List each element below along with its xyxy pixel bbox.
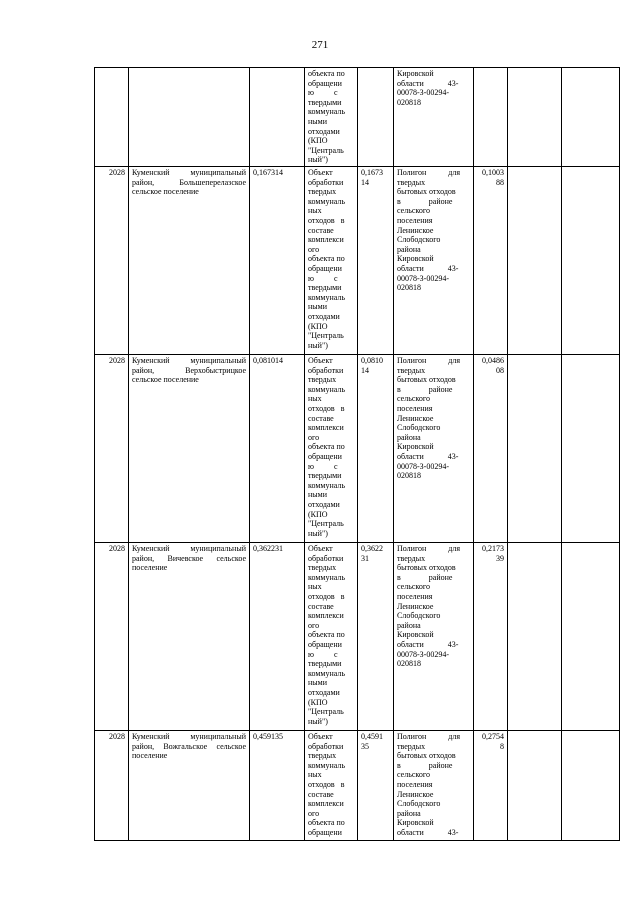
year-cell: 2028 (95, 355, 129, 543)
empty-cell (508, 355, 562, 543)
municipality-cell: Куменский муниципальный район, Большеперелазское сельское поселение (129, 167, 250, 355)
value-cell: 0,081014 (250, 355, 305, 543)
object-text: Объект обработки твердых коммуналь ных отходов в составе комплекси ого объекта по обращени ю с твердыми коммуналь ными отходами (КПО "Централь ный") (308, 168, 345, 350)
landfill-cell (394, 355, 474, 543)
page-number: 271 (311, 39, 329, 51)
value-cell (358, 68, 394, 167)
value-cell (358, 543, 394, 731)
municipality-cell: Куменский муниципальный район, Вожгальское сельское поселение (129, 731, 250, 841)
empty-cell (508, 543, 562, 731)
value-text: 0,1003 88 (482, 168, 504, 187)
value-cell (474, 68, 508, 167)
value-cell: 0,459135 (250, 731, 305, 841)
table-row (95, 167, 620, 355)
value-cell (474, 167, 508, 355)
year-cell: 2028 (95, 543, 129, 731)
table-row (95, 68, 620, 167)
landfill-cell (394, 167, 474, 355)
empty-cell (562, 355, 620, 543)
value-cell (474, 731, 508, 841)
table-row (95, 355, 620, 543)
data-table (94, 67, 620, 841)
landfill-text: Полигон для твердых бытовых отходов в районе сельского поселения Ленинское Слободского района Кировской области 43- (397, 732, 461, 837)
object-text: объекта по обращени ю с твердыми коммуналь ными отходами (КПО "Централь ный") (308, 69, 345, 165)
value-text: 0,4591 35 (361, 732, 383, 751)
value-text: 0,1673 14 (361, 168, 383, 187)
value-cell (474, 543, 508, 731)
value-text: 0,3622 31 (361, 544, 383, 563)
municipality-cell (129, 68, 250, 167)
object-cell (305, 731, 358, 841)
landfill-text: Полигон для твердых бытовых отходов в районе сельского поселения Ленинское Слободского района Кировской области 43- 00078-З-00294- 020818 (397, 544, 461, 669)
value-cell (358, 355, 394, 543)
municipality-cell: Куменский муниципальный район, Вичевское сельское поселение (129, 543, 250, 731)
object-text: Объект обработки твердых коммуналь ных отходов в составе комплекси ого объекта по обращени ю с твердыми коммуналь ными отходами (КПО "Централь ный") (308, 356, 345, 538)
landfill-text: Полигон для твердых бытовых отходов в районе сельского поселения Ленинское Слободского района Кировской области 43- 00078-З-00294- 020818 (397, 168, 461, 293)
value-text: 0,2173 39 (482, 544, 504, 563)
landfill-cell (394, 543, 474, 731)
empty-cell (562, 68, 620, 167)
value-cell (358, 167, 394, 355)
table-row (95, 731, 620, 841)
object-text: Объект обработки твердых коммуналь ных отходов в составе комплекси ого объекта по обращени (308, 732, 345, 837)
year-cell: 2028 (95, 731, 129, 841)
value-text: 0,0810 14 (361, 356, 383, 375)
object-cell (305, 68, 358, 167)
empty-cell (508, 167, 562, 355)
object-text: Объект обработки твердых коммуналь ных отходов в составе комплекси ого объекта по обращени ю с твердыми коммуналь ными отходами (КПО "Централь ный") (308, 544, 345, 726)
year-cell: 2028 (95, 167, 129, 355)
empty-cell (562, 543, 620, 731)
year-cell (95, 68, 129, 167)
value-text: 0,2754 8 (482, 732, 504, 751)
value-cell (474, 355, 508, 543)
empty-cell (562, 167, 620, 355)
landfill-cell (394, 731, 474, 841)
object-cell (305, 167, 358, 355)
landfill-text: Кировской области 43- 00078-З-00294- 020818 (397, 69, 459, 107)
empty-cell (508, 68, 562, 167)
object-cell (305, 543, 358, 731)
empty-cell (562, 731, 620, 841)
value-cell: 0,362231 (250, 543, 305, 731)
value-cell (250, 68, 305, 167)
landfill-cell (394, 68, 474, 167)
municipality-cell: Куменский муниципальный район, Верхобыстрицкое сельское поселение (129, 355, 250, 543)
object-cell (305, 355, 358, 543)
value-cell (358, 731, 394, 841)
landfill-text: Полигон для твердых бытовых отходов в районе сельского поселения Ленинское Слободского района Кировской области 43- 00078-З-00294- 020818 (397, 356, 461, 481)
table-row (95, 543, 620, 731)
empty-cell (508, 731, 562, 841)
value-cell: 0,167314 (250, 167, 305, 355)
value-text: 0,0486 08 (482, 356, 504, 375)
